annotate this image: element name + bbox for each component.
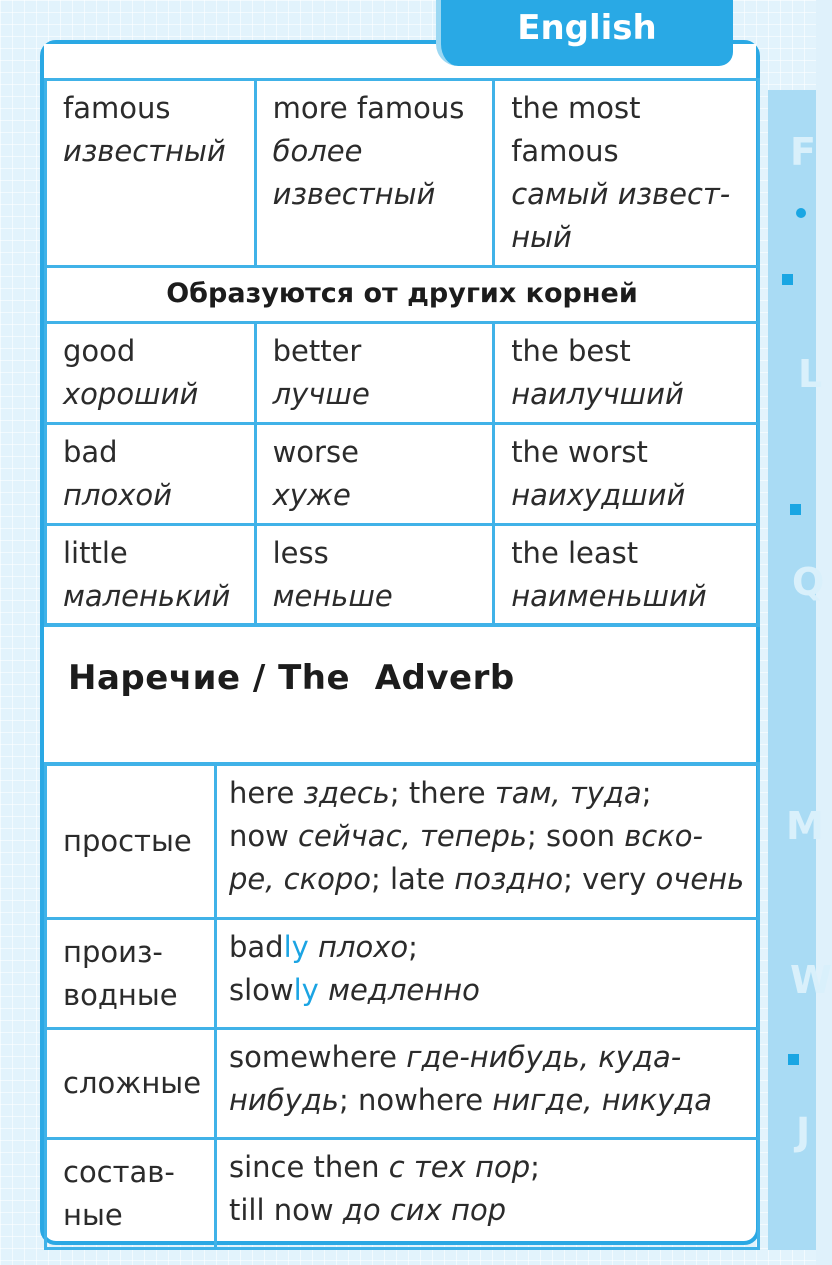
type-label: состав- xyxy=(63,1154,175,1189)
side-index-strip xyxy=(768,90,832,1250)
table-row xyxy=(46,525,759,626)
degrees-of-comparison-table xyxy=(44,78,760,627)
example-text: ; xyxy=(641,776,652,810)
word-ru: меньше xyxy=(272,579,393,613)
translation-text: медленно xyxy=(328,973,480,1007)
adverb-type-label xyxy=(46,1139,216,1249)
example-text xyxy=(319,973,328,1007)
table-row xyxy=(46,1029,759,1139)
side-dot-marker xyxy=(796,208,806,218)
side-letter: W xyxy=(790,958,832,1002)
superlative-cell xyxy=(494,525,759,626)
superlative-cell xyxy=(494,323,759,424)
example-text: ; xyxy=(530,1150,540,1184)
example-text: ; nowhere xyxy=(338,1083,493,1117)
example-text: ; there xyxy=(389,776,495,810)
comparative-cell xyxy=(255,424,494,525)
side-letter: F xyxy=(790,130,816,174)
translation-text: где-нибудь, куда- xyxy=(406,1040,682,1074)
comparative-cell xyxy=(255,323,494,424)
type-label: произ- xyxy=(63,934,163,969)
translation-text: здесь xyxy=(303,776,390,810)
side-letter: J xyxy=(796,1110,811,1154)
example-text xyxy=(309,930,318,964)
side-letter: L xyxy=(798,352,823,396)
type-label: сложные xyxy=(63,1066,202,1100)
adverb-examples xyxy=(215,765,758,919)
example-text: since then xyxy=(228,1150,389,1184)
section-title: Наречие / The Adverb xyxy=(68,658,515,698)
section-heading: Образуются от других корней xyxy=(46,267,759,323)
translation-text: с тех пор xyxy=(388,1150,531,1184)
superlative-cell xyxy=(494,424,759,525)
translation-text: сейчас, теперь xyxy=(298,819,527,853)
grammar-card xyxy=(40,40,760,1245)
word-en: the most xyxy=(511,91,641,125)
word-ru: маленький xyxy=(63,579,231,613)
word-en: the least xyxy=(511,536,639,570)
positive-cell xyxy=(46,323,256,424)
translation-text: до сих пор xyxy=(342,1193,507,1227)
translation-text: очень xyxy=(655,862,745,896)
translation-text: нибудь xyxy=(228,1083,339,1117)
table-row xyxy=(46,424,759,525)
word-ru: ный xyxy=(511,220,572,254)
adverb-examples xyxy=(215,1029,758,1139)
suffix-highlight: ly xyxy=(283,930,309,964)
word-en: good xyxy=(63,334,136,368)
example-text: somewhere xyxy=(228,1040,407,1074)
suffix-highlight: ly xyxy=(293,973,319,1007)
example-text: ; very xyxy=(563,862,656,896)
adverb-type-label xyxy=(46,1029,216,1139)
superlative-cell xyxy=(494,80,759,267)
word-en: worse xyxy=(272,435,359,469)
type-label: простые xyxy=(63,824,192,858)
section-heading-row xyxy=(46,267,759,323)
table-row xyxy=(46,1139,759,1249)
example-text: ; xyxy=(408,930,418,964)
word-ru: более xyxy=(272,134,363,168)
word-en: better xyxy=(272,334,362,368)
side-letter: Q xyxy=(792,560,825,604)
word-ru: хуже xyxy=(272,478,351,512)
table-row xyxy=(46,765,759,919)
word-en: more famous xyxy=(272,91,465,125)
side-square-marker xyxy=(790,504,801,515)
translation-text: нигде, никуда xyxy=(492,1083,713,1117)
example-text: here xyxy=(228,776,304,810)
word-ru: наихудший xyxy=(511,478,686,512)
translation-text: там, туда xyxy=(494,776,642,810)
positive-cell xyxy=(46,424,256,525)
word-en: famous xyxy=(511,134,619,168)
positive-cell xyxy=(46,525,256,626)
table-row xyxy=(46,323,759,424)
adverb-types-table xyxy=(44,763,760,1250)
table-row xyxy=(46,919,759,1029)
word-en: famous xyxy=(63,91,171,125)
translation-text: ре, скоро xyxy=(228,862,372,896)
word-en: less xyxy=(272,536,329,570)
translation-text: поздно xyxy=(454,862,564,896)
adverb-section-header xyxy=(44,623,760,765)
comparative-cell xyxy=(255,80,494,267)
side-letter: M xyxy=(786,804,824,848)
translation-text: вско- xyxy=(624,819,703,853)
word-ru: лучше xyxy=(272,377,370,411)
word-en: bad xyxy=(63,435,118,469)
adverb-type-label xyxy=(46,765,216,919)
side-square-marker xyxy=(782,274,793,285)
adverb-type-label xyxy=(46,919,216,1029)
example-text: till now xyxy=(228,1193,343,1227)
type-label: водные xyxy=(63,977,178,1012)
word-en: little xyxy=(63,536,128,570)
example-text: ; soon xyxy=(527,819,625,853)
word-ru: известный xyxy=(272,177,436,211)
translation-text: плохо xyxy=(318,930,409,964)
positive-cell xyxy=(46,80,256,267)
word-ru: известный xyxy=(63,134,226,168)
example-text: ; late xyxy=(371,862,455,896)
word-en: the best xyxy=(511,334,631,368)
word-ru: хороший xyxy=(63,377,199,411)
word-en: the worst xyxy=(511,435,648,469)
example-text: now xyxy=(228,819,299,853)
adverb-examples xyxy=(215,1139,758,1249)
tab-label: English xyxy=(517,8,657,48)
english-tab[interactable] xyxy=(436,0,733,66)
comparative-cell xyxy=(255,525,494,626)
word-ru: плохой xyxy=(63,478,172,512)
word-ru: самый извест- xyxy=(511,177,731,211)
type-label: ные xyxy=(63,1197,123,1232)
word-ru: наилучший xyxy=(511,377,684,411)
side-square-marker xyxy=(788,1054,799,1065)
example-text: bad xyxy=(228,930,284,964)
adverb-examples xyxy=(215,919,758,1029)
word-ru: наименьший xyxy=(511,579,707,613)
example-text: slow xyxy=(228,973,294,1007)
table-row xyxy=(46,80,759,267)
